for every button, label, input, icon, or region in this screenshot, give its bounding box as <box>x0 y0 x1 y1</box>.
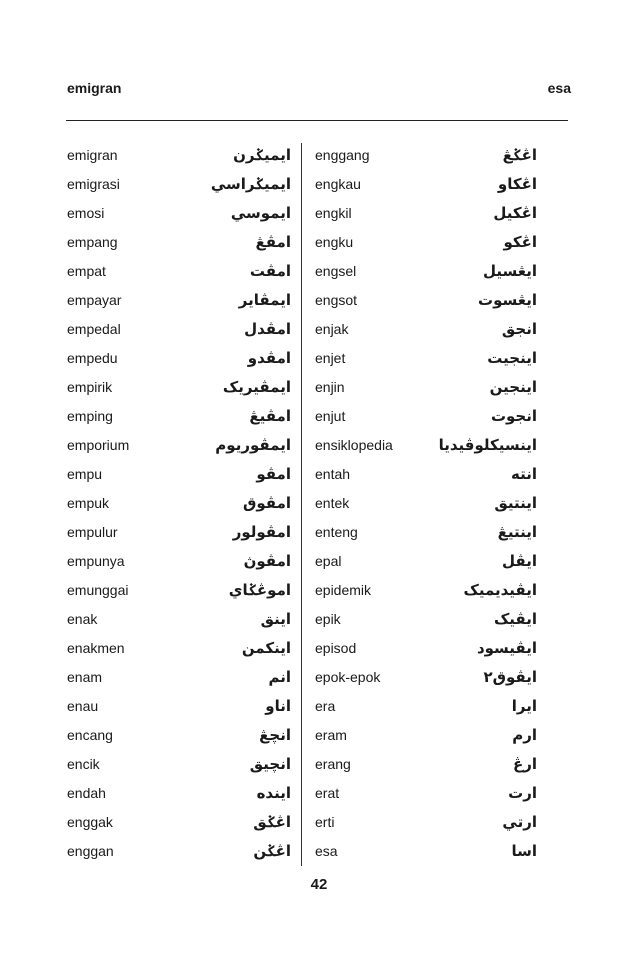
entry-jawi: انم <box>268 667 291 686</box>
entry-jawi: اينکمن <box>241 638 291 657</box>
entry-latin: enak <box>67 610 98 627</box>
dictionary-entry <box>315 517 537 546</box>
entry-jawi: ايڤيک <box>493 609 537 628</box>
entry-latin: encang <box>67 726 113 743</box>
dictionary-entry <box>67 807 291 836</box>
entry-jawi: اموڠݢاي <box>228 580 291 599</box>
entry-jawi: اينجين <box>489 377 537 396</box>
entry-jawi: ايموسي <box>230 203 291 222</box>
dictionary-entry <box>67 836 291 865</box>
entry-jawi: ايڠسيل <box>482 261 537 280</box>
entry-jawi: اينتيق <box>494 493 537 512</box>
dictionary-entry <box>67 256 291 285</box>
entry-latin: epidemik <box>315 581 372 598</box>
entry-latin: enteng <box>315 523 358 540</box>
entry-jawi: اينتيڠ <box>497 522 537 541</box>
entry-jawi: امڤوڽ <box>243 551 291 570</box>
entry-jawi: امڤت <box>249 261 291 280</box>
entry-latin: empu <box>67 465 103 482</box>
entry-latin: emigran <box>67 146 118 163</box>
dictionary-entry <box>67 227 291 256</box>
dictionary-entry <box>67 314 291 343</box>
entry-jawi: انته <box>511 464 537 483</box>
entry-jawi: انجوت <box>490 406 537 425</box>
entry-latin: enjet <box>315 349 346 366</box>
entry-jawi: اڠݢڠ <box>502 145 537 164</box>
dictionary-entry <box>67 691 291 720</box>
dictionary-entry <box>315 430 537 459</box>
entry-latin: epok-epok <box>315 668 381 685</box>
dictionary-entry <box>315 488 537 517</box>
dictionary-entry <box>67 459 291 488</box>
entry-jawi: ايمڤاير <box>238 290 291 309</box>
entry-jawi: امڤدو <box>247 348 291 367</box>
dictionary-entry <box>67 720 291 749</box>
column-divider <box>301 143 302 866</box>
dictionary-entry <box>315 343 537 372</box>
entry-jawi: اينجيت <box>487 348 537 367</box>
dictionary-entry <box>315 807 537 836</box>
entry-latin: enjin <box>315 378 345 395</box>
entry-latin: enakmen <box>67 639 125 656</box>
dictionary-entry <box>67 169 291 198</box>
entry-jawi: ارڠ <box>512 754 537 773</box>
dictionary-entry <box>315 575 537 604</box>
entry-latin: endah <box>67 784 106 801</box>
entry-latin: engsot <box>315 291 358 308</box>
dictionary-entry <box>315 285 537 314</box>
dictionary-entry <box>67 633 291 662</box>
dictionary-entry <box>67 575 291 604</box>
dictionary-entry <box>315 256 537 285</box>
dictionary-entry <box>315 169 537 198</box>
entry-jawi: ايمڤيريک <box>222 377 291 396</box>
dictionary-entry <box>315 604 537 633</box>
dictionary-entry <box>67 343 291 372</box>
dictionary-entry <box>315 662 537 691</box>
header-rule <box>66 120 568 121</box>
entry-latin: engkau <box>315 175 361 192</box>
entry-jawi: اينسيکلوڤيديا <box>438 435 537 454</box>
dictionary-entry <box>315 836 537 865</box>
entry-latin: erti <box>315 813 335 830</box>
entry-latin: epik <box>315 610 341 627</box>
entry-latin: esa <box>315 842 338 859</box>
entry-jawi: انچڠ <box>259 725 291 744</box>
entry-jawi: اڠکيل <box>493 203 537 222</box>
right-column <box>315 140 537 865</box>
dictionary-entry <box>67 604 291 633</box>
entry-jawi: امڤو <box>256 464 291 483</box>
page-number: 42 <box>310 876 328 893</box>
entry-latin: erat <box>315 784 340 801</box>
entry-latin: emping <box>67 407 113 424</box>
dictionary-entry <box>67 662 291 691</box>
entry-latin: engsel <box>315 262 357 279</box>
entry-jawi: اينق <box>260 609 291 628</box>
entry-jawi: ايندە <box>256 783 291 802</box>
header-last-word: esa <box>547 80 571 96</box>
dictionary-entry <box>67 198 291 227</box>
entry-latin: empayar <box>67 291 122 308</box>
entry-latin: enggang <box>315 146 370 163</box>
dictionary-entry <box>315 140 537 169</box>
entry-jawi: ايميݢراسي <box>210 174 291 193</box>
entry-jawi: ارم <box>512 725 537 744</box>
entry-latin: enjut <box>315 407 346 424</box>
entry-jawi: اڠکو <box>503 232 537 251</box>
dictionary-entry <box>67 372 291 401</box>
dictionary-entry <box>67 488 291 517</box>
entry-latin: emosi <box>67 204 105 221</box>
entry-jawi: ايميݢرن <box>233 145 291 164</box>
header-first-word: emigran <box>67 80 122 96</box>
entry-latin: empedu <box>67 349 118 366</box>
entry-jawi: امڤدل <box>244 319 291 338</box>
entry-latin: eram <box>315 726 347 743</box>
entry-latin: emporium <box>67 436 130 453</box>
dictionary-entry <box>315 227 537 256</box>
dictionary-entry <box>67 546 291 575</box>
dictionary-entry <box>67 778 291 807</box>
entry-latin: empulur <box>67 523 118 540</box>
entry-latin: episod <box>315 639 357 656</box>
entry-latin: empirik <box>67 378 113 395</box>
entry-jawi: ايڤيديميک <box>463 580 537 599</box>
dictionary-entry <box>315 198 537 227</box>
dictionary-entry <box>315 401 537 430</box>
entry-jawi: اناو <box>265 696 291 715</box>
entry-jawi: اسا <box>511 841 537 860</box>
dictionary-entry <box>315 546 537 575</box>
dictionary-entry <box>315 633 537 662</box>
entry-latin: ensiklopedia <box>315 436 393 453</box>
entry-latin: encik <box>67 755 100 772</box>
entry-jawi: امڤيڠ <box>249 406 291 425</box>
page-header <box>67 76 571 100</box>
entry-latin: enau <box>67 697 99 714</box>
entry-jawi: اڠݢق <box>253 812 291 831</box>
entry-latin: entah <box>315 465 351 482</box>
dictionary-entry <box>67 430 291 459</box>
entry-latin: era <box>315 697 336 714</box>
entry-jawi: ايڠسوت <box>478 290 537 309</box>
entry-latin: entek <box>315 494 350 511</box>
dictionary-entry <box>67 401 291 430</box>
entry-jawi: ايڤيسود <box>476 638 537 657</box>
entry-jawi: امڤڠ <box>255 232 291 251</box>
entry-latin: enjak <box>315 320 349 337</box>
entry-jawi: ايڤل <box>502 551 537 570</box>
entry-jawi: امڤولور <box>232 522 291 541</box>
entry-latin: empunya <box>67 552 125 569</box>
entry-latin: engkil <box>315 204 352 221</box>
dictionary-entry <box>67 140 291 169</box>
entry-jawi: ايرا <box>511 696 537 715</box>
dictionary-entry <box>315 459 537 488</box>
entry-latin: empuk <box>67 494 110 511</box>
entry-latin: empat <box>67 262 106 279</box>
dictionary-entry <box>315 720 537 749</box>
dictionary-entry <box>315 749 537 778</box>
entry-latin: empang <box>67 233 118 250</box>
entry-latin: enam <box>67 668 103 685</box>
entry-jawi: اڠکاو <box>497 174 537 193</box>
dictionary-entry <box>315 691 537 720</box>
dictionary-entry <box>67 749 291 778</box>
entry-latin: emigrasi <box>67 175 120 192</box>
entry-latin: empedal <box>67 320 121 337</box>
entry-jawi: ارت <box>508 783 537 802</box>
entry-jawi: اڠݢن <box>253 841 291 860</box>
entry-latin: emunggai <box>67 581 129 598</box>
entry-jawi: امڤوق <box>242 493 291 512</box>
entry-latin: enggan <box>67 842 114 859</box>
entry-jawi: انچيق <box>249 754 291 773</box>
entry-jawi: انجق <box>501 319 537 338</box>
dictionary-entry <box>67 285 291 314</box>
dictionary-entry <box>315 778 537 807</box>
entry-jawi: ايمڤوريوم <box>215 435 291 454</box>
entry-jawi: ايڤوق٢ <box>483 667 537 686</box>
entry-jawi: ارتي <box>502 812 537 831</box>
entry-latin: erang <box>315 755 351 772</box>
entry-latin: epal <box>315 552 342 569</box>
dictionary-entry <box>67 517 291 546</box>
entry-latin: enggak <box>67 813 113 830</box>
left-column <box>67 140 291 865</box>
dictionary-entry <box>315 314 537 343</box>
dictionary-entry <box>315 372 537 401</box>
entry-latin: engku <box>315 233 354 250</box>
